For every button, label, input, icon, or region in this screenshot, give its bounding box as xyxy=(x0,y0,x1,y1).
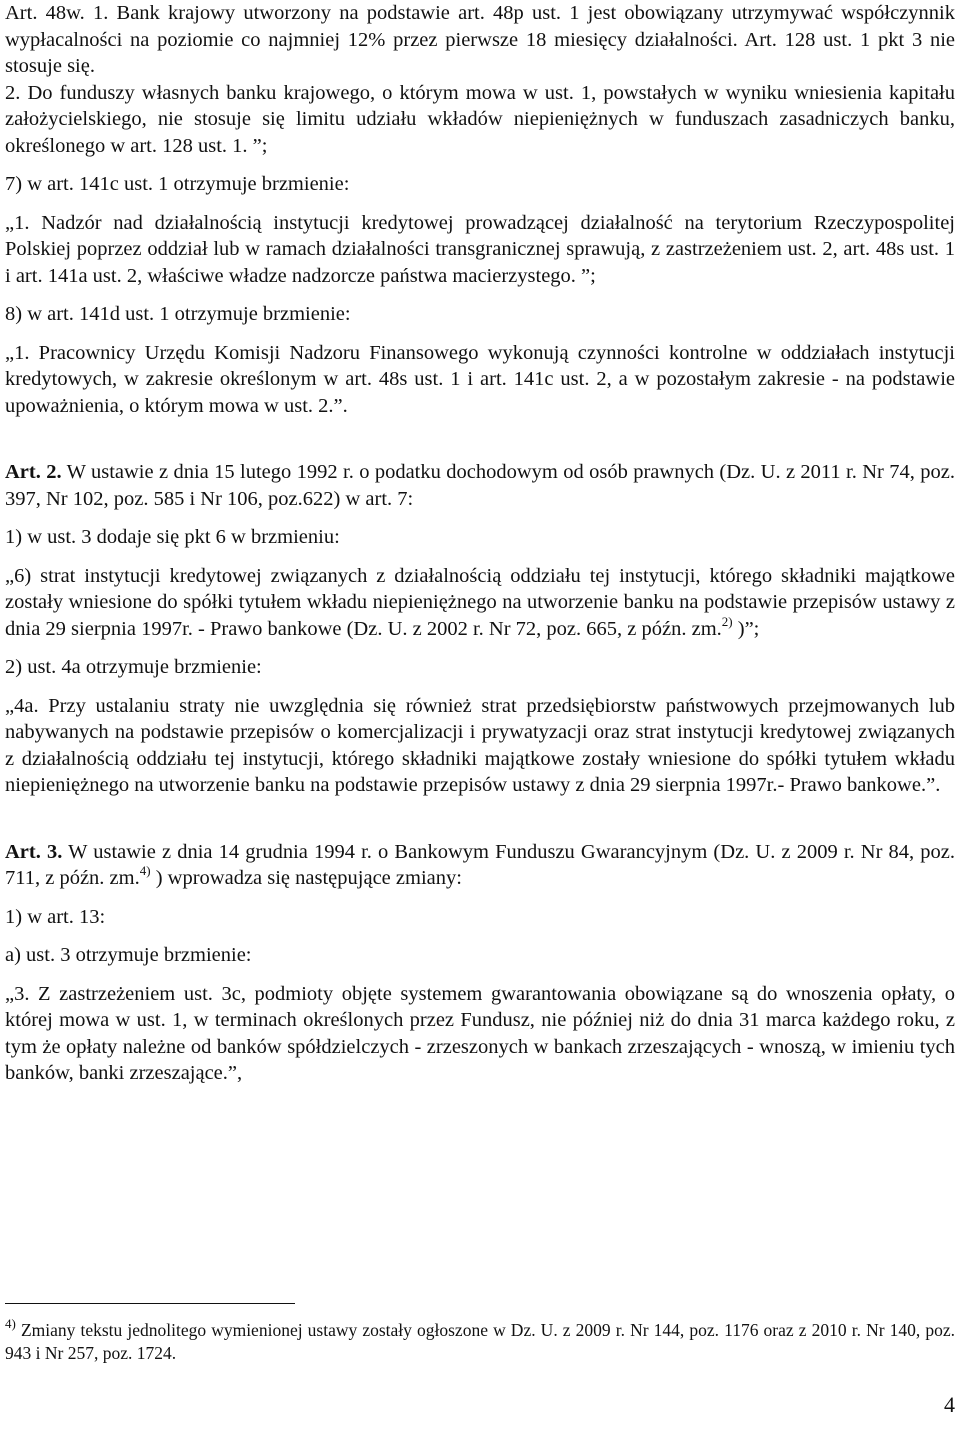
article-3 xyxy=(5,839,955,892)
paragraph-art48w: Art. 48w. 1. Bank krajowy utworzony na podstawie art. 48p ust. 1 jest obowiązany utrzymywać współczynnik wypłacalności na poziomie co najmniej 12% przez pierwsze 18 miesięcy działalności. Art. 128 ust. 1 pkt 3 nie stosuje się. xyxy=(5,2,955,77)
quoted-ust-4a: „4a. Przy ustalaniu straty nie uwzględnia się również strat przedsiębiorstw państwowych przejmowanych lub nabywanych na podstawie przepisów o komercjalizacji i prywatyzacji oraz strat instytucji kredytowej związanych z działalnością oddziału tej instytucji, którego składniki majątkowe zostały wniesione do spółki tytułem wkładu niepieniężnego na utworzenie banku na podstawie przepisów ustawy z dnia 29 sierpnia 1997r.- Prawo bankowe.”. xyxy=(5,694,955,796)
paragraph-art48w-ust2: 2. Do funduszy własnych banku krajowego, o którym mowa w ust. 1, powstałych w wyniku wniesienia kapitału założycielskiego, nie stosuje się limitu udziału wkładów niepieniężnych w funduszach zasadniczych banku, określonego w art. 128 ust. 1. ”; xyxy=(5,81,955,157)
quoted-pkt-6-end: )”; xyxy=(732,617,760,640)
article-2-label: Art. 2. xyxy=(5,461,62,483)
art3-point-a-heading: a) ust. 3 otrzymuje brzmienie: xyxy=(5,944,252,966)
article-2-text: W ustawie z dnia 15 lutego 1992 r. o podatku dochodowym od osób prawnych (Dz. U. z 2011 r. Nr 74, poz. 397, Nr 102, poz. 585 i Nr 106, poz.622) w art. 7: xyxy=(5,461,955,510)
quoted-pkt-6-text: „6) strat instytucji kredytowej związanych z działalnością oddziału tej instytucji, którego składniki majątkowe zostały wniesione do spółki tytułem wkładu niepieniężnego na utworzenie banku na podstawie przepisów ustawy z dnia 29 sierpnia 1997r. - Prawo bankowe (Dz. U. z 2002 r. Nr 72, poz. 665, z późn. zm. xyxy=(5,564,955,640)
footnote-text: Zmiany tekstu jednolitego wymienionej ustawy zostały ogłoszone w Dz. U. z 2009 r. Nr 144, poz. 1176 oraz z 2010 r. Nr 140, poz. 943 i Nr 257, poz. 1724. xyxy=(5,1320,955,1363)
quoted-ust-3: „3. Z zastrzeżeniem ust. 3c, podmioty objęte systemem gwarantowania obowiązane są do wnoszenia opłaty, o której mowa w ust. 1, w terminach określonych przez Fundusz, nie później niż do dnia 31 marca każdego roku, z tym że opłaty należne od banków spółdzielczych - zrzeszonych w bankach zrzeszających - wnoszą, w imieniu tych banków, banki zrzeszające.”, xyxy=(5,982,955,1084)
quoted-pkt-6 xyxy=(5,563,955,643)
art2-point-2-heading: 2) ust. 4a otrzymuje brzmienie: xyxy=(5,656,262,678)
footnote-separator xyxy=(5,1303,295,1304)
footnote-ref-2: 2) xyxy=(721,613,733,629)
point-7-heading: 7) w art. 141c ust. 1 otrzymuje brzmienie: xyxy=(5,173,350,195)
quoted-art141d-ust1: „1. Pracownicy Urzędu Komisji Nadzoru Finansowego wykonują czynności kontrolne w oddziałach instytucji kredytowych, w zakresie określonym w art. 48s ust. 1 i art. 141c ust. 2, a w pozostałym zakresie - na podstawie upoważnienia, o którym mowa w ust. 2.”. xyxy=(5,341,955,417)
article-3-end: ) wprowadza się następujące zmiany: xyxy=(150,867,462,889)
article-2 xyxy=(5,459,955,512)
document-page xyxy=(5,0,955,1087)
page-number: 4 xyxy=(944,1392,955,1417)
point-8-heading: 8) w art. 141d ust. 1 otrzymuje brzmienie: xyxy=(5,303,351,325)
quoted-art141c-ust1: „1. Nadzór nad działalnością instytucji kredytowej prowadzącej działalność na terytorium Rzeczypospolitej Polskiej poprzez oddział lub w ramach działalności transgranicznej sprawują, z zastrzeżeniem ust. 2, art. 48s ust. 1 i art. 141a ust. 2, właściwe władze nadzorcze państwa macierzystego. ”; xyxy=(5,211,955,287)
art3-point-1-heading: 1) w art. 13: xyxy=(5,905,106,928)
article-3-text: W ustawie z dnia 14 grudnia 1994 r. o Bankowym Funduszu Gwarancyjnym (Dz. U. z 2009 r. Nr 84, poz. 711, z późn. zm. xyxy=(5,840,955,889)
footnote-mark: 4) xyxy=(5,1316,16,1332)
footnote-ref-4: 4) xyxy=(139,863,151,879)
article-3-label: Art. 3. xyxy=(5,840,63,863)
footnote-4 xyxy=(5,1316,955,1365)
art2-point-1-heading: 1) w ust. 3 dodaje się pkt 6 w brzmieniu: xyxy=(5,526,340,548)
